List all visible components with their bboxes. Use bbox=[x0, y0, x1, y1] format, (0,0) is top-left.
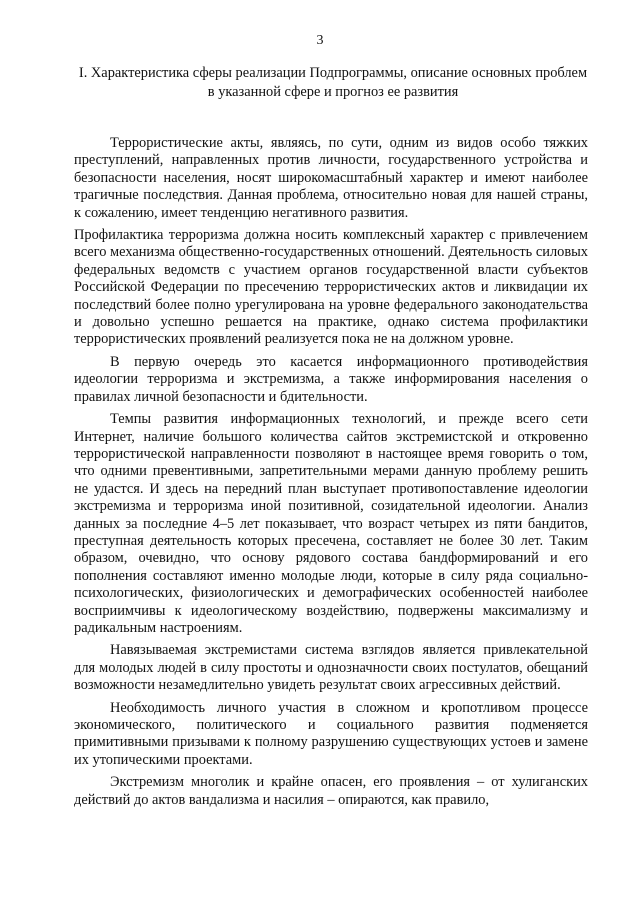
paragraph: Темпы развития информационных технологий, и прежде всего сети Интернет, наличие большого количества сайтов экстремистской и откровенно террористической направленности позволяют в настоящее время говорить о том, что одними превентивными, запретительными мерами данную проблему решить не удастся. И здесь на передний план выступает противопоставление идеологии экстремизма и терроризма иной позитивной, созидательной идеологии. Анализ данных за последние 4–5 лет показывает, что возраст четырех из пяти бандитов, преступная деятельность которых пресечена, составляет не более 30 лет. Таким образом, очевидно, что основу рядового состава бандформирований и его пополнения составляют именно молодые люди, которые в силу ряда социально-психологических, физиологических и демографических особенностей наиболее восприимчивы к идеологическому воздействию, подвержены максимализму и радикальным настроениям. bbox=[74, 411, 588, 636]
paragraph: Навязываемая экстремистами система взглядов является привлекательной для молодых людей в силу простоты и однозначности своих постулатов, обещаний возможности незамедлительно увидеть результат своих агрессивных действий. bbox=[74, 642, 588, 694]
paragraph: Профилактика терроризма должна носить комплексный характер с привлечением всего механизма общественно-государственных отношений. Деятельность силовых федеральных ведомств с участием органов государственной власти субъектов Российской Федерации по пресечению террористических актов и ликвидации их последствий более полно урегулирована на уровне федерального законодательства и довольно успешно решается на практике, однако система профилактики террористических проявлений реализуется пока не на должном уровне. bbox=[74, 227, 588, 348]
section-heading: I. Характеристика сферы реализации Подпрограммы, описание основных проблем в указанной сфере и прогноз ее развития bbox=[78, 65, 588, 100]
paragraph: В первую очередь это касается информационного противодействия идеологии терроризма и экстремизма, а также информирования населения о правилах личной безопасности и бдительности. bbox=[74, 353, 588, 405]
paragraph: Необходимость личного участия в сложном и кропотливом процессе экономического, политического и социального развития подменяется примитивными призывами к полному разрушению существующих устоев и замене их утопическими проектами. bbox=[74, 699, 588, 768]
paragraph: Экстремизм многолик и крайне опасен, его проявления – от хулиганских действий до актов вандализма и насилия – опираются, как правило, bbox=[74, 774, 588, 808]
document-body bbox=[74, 135, 588, 814]
page-number: 3 bbox=[316, 33, 324, 48]
paragraph: Террористические акты, являясь, по сути, одним из видов особо тяжких преступлений, направленных против личности, государственного устройства и безопасности населения, носят широкомасштабный характер и имеют наиболее трагичные последствия. Данная проблема, относительно новая для нашей страны, к сожалению, имеет тенденцию негативного развития. bbox=[74, 135, 588, 221]
